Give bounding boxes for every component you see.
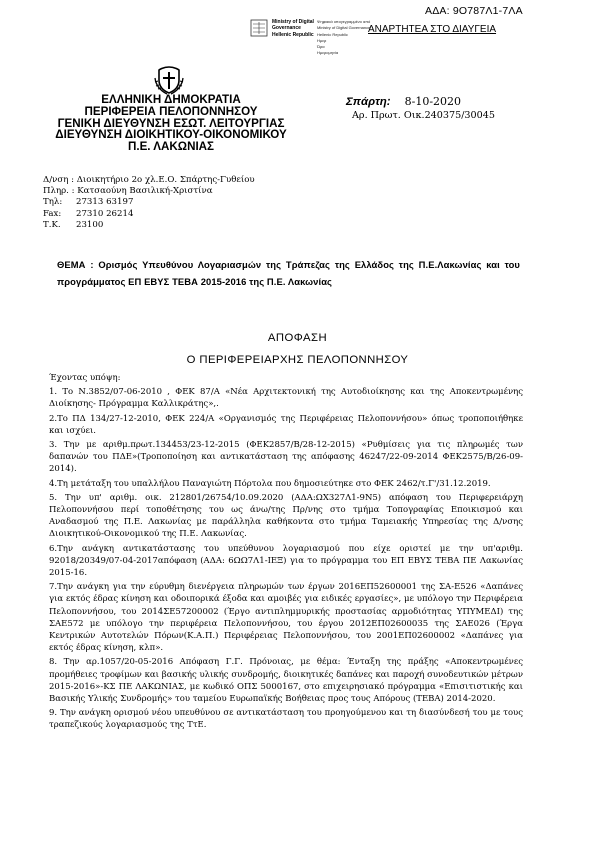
paragraph: Έχοντας υπόψη: [49,373,121,383]
paragraph: 1. Το Ν.3852/07-06-2010 , ΦΕΚ 87/Α «Νέα Αρχιτεκτονική της Αυτοδιοίκησης και της Αποκεντρωμένης Διοίκησης- Πρόγραμμα Καλλικράτης»,. [49,387,523,410]
contact-address: Δ/νση : Διοικητήριο 2ο χλ.Ε.Ο. Σπάρτης-Γυθείου [43,175,255,185]
tel-value: 27313 63197 [76,197,134,208]
paragraph: 9. Την ανάγκη ορισμού νέου υπευθύνου σε αντικατάσταση του προηγούμενου και τη διασύνδεσή του με τους τραπεζικούς λογαριασμούς της ΤτΕ. [49,708,523,731]
paragraph: 4.Τη μετάταξη του υπαλλήλου Παναγιώτη Πόρτολα που δημοσιεύτηκε στο ΦΕΚ 2462/τ.Γ'/31.12.2019. [49,478,491,489]
issuer-header [48,94,294,153]
ada-code: ΑΔΑ: 9Ο787Λ1-7ΛΑ [425,5,523,17]
header-line: Π.Ε. ΛΑΚΩΝΙΑΣ [127,140,215,154]
tk-label: Τ.Κ. [43,219,61,230]
contact-block [43,175,255,231]
protocol-number: Αρ. Πρωτ. Οικ.240375/30045 [352,110,495,121]
subject-line: ΘΕΜΑ : Ορισμός Υπευθύνου Λογαριασμών της Τράπεζας της Ελλάδος της Π.Ε.Λακωνίας και του προγράμματος ΕΠ ΕΒΥΣ ΤΕΒΑ 2015-2016 της Π.Ε. Λακωνίας [57,259,520,287]
document-body [49,372,523,734]
gov-stamp-signature: Ψηφιακά υπογεγραμμένο από Ministry of Digital Governance Hellenic Republic Ημερ Ώρα Ημερομηνία [317,19,371,56]
government-logo-icon [250,19,268,37]
paragraph: 7.Την ανάγκη για την εύρυθμη διενέργεια πληρωμών των έργων 2016ΕΠ52600001 της ΣΑ-Ε526 «Δαπάνες για εκτός έδρας κίνηση και οδοιπορικά έξοδα και αμοιβές για ειδικές εργασίες», με υπόλογο την Περιφέρεια Πελοποννήσου, του 2014ΣΕ57200002 (Έργο αντιπλημμυρικής προστασίας αρμοδιότητας ΥΠΥΜΕΔΙ) της ΣΑΕ572 με υπόλογο την περιφέρεια Πελοποννήσου, του έργου 2012ΕΠ02600035 της ΣΑΕ026 (Έργα Κεντρικών Αυτοτελών Πόρων(Κ.Α.Π.) Περιφέρειας Πελοποννήσου, του 2001ΕΠ02600002 «Δαπάνες για εκτός έδρας κίνηση, κλπ». [49,582,523,654]
header-line: ΠΕΡΙΦΕΡΕΙΑ ΠΕΛΟΠΟΝΝΗΣΟΥ [84,104,258,118]
header-line: ΕΛΛΗΝΙΚΗ ΔΗΜΟΚΡΑΤΙΑ [101,93,241,106]
fax-value: 27310 26214 [76,208,134,219]
header-line: ΓΕΝΙΚΗ ΔΙΕΥΘΥΝΣΗ ΕΣΩΤ. ΛΕΙΤΟΥΡΓΙΑΣ [57,116,285,130]
gov-stamp-text [272,19,314,38]
paragraph: 5. Την υπ' αριθμ. οικ. 212801/26754/10.09.2020 (ΑΔΑ:ΩΧ327Λ1-9Ν5) απόφαση του Περιφερειάρχη Πελοποννήσου περί τοποθέτησης του ως άνω/της Πρ/νης στο τμήμα Τοπογραφίας Εποικισμού και Αναδασμού της Π.Ε. Λακωνίας με παράλληλα καθήκοντα στο τμήμα Ταμειακής Υπηρεσίας της Δ/νσης Διοικητικού-Οικονομικού της Π.Ε. Λακωνίας. [49,492,523,540]
contact-info: Πληρ. : Κατσαούνη Βασιλική-Χριστίνα [43,186,213,197]
diavgeia-note: ΑΝΑΡΤΗΤΕΑ ΣΤΟ ΔΙΑΥΓΕΙΑ [368,24,497,35]
greek-emblem-icon [152,64,186,96]
paragraph: 8. Την αρ.1057/20-05-2016 Απόφαση Γ.Γ. Πρόνοιας, με θέμα: Ένταξη της πράξης «Αποκεντρωμένες προμήθειες τροφίμων και βασικής υλικής συνδρομής, διοικητικές δαπάνες και παροχή συνοδευτικών μέτρων 2015-2016»-ΚΣ ΠΕ ΛΑΚΩΝΙΑΣ, με κωδικό ΟΠΣ 5000167, στο επιχειρησιακό πρόγραμμα «Επισιτιστικής και Βασικής Υλικής Συνδρομής» του ταμείου Ευρωπαϊκής Βοήθειας προς τους Απόρους (ΤΕΒΑ) 2014-2020. [49,657,523,705]
tk-value: 23100 [76,219,104,230]
paragraph: 2.Το ΠΔ 134/27-12-2010, ΦΕΚ 224/Α «Οργανισμός της Περιφέρειας Πελοποννήσου» όπως τροποποιήθηκε και ισχύει. [49,413,523,436]
header-line: ΔΙΕΥΘΥΝΣΗ ΔΙΟΙΚΗΤΙΚΟΥ-ΟΙΚΟΝΟΜΙΚΟΥ [55,128,287,142]
gov-stamp-line: Hellenic Republic [272,31,314,38]
tel-label: Τηλ: [43,197,63,208]
place-label: Σπάρτη: [346,96,391,108]
paragraph: 6.Την ανάγκη αντικατάστασης του υπεύθυνου λογαριασμού που είχε οριστεί με την υπ'αριθμ. 92018/20349/07-04-2017απόφαση (ΑΔΑ: 6ΩΩ7Λ1-ΙΕΞ) για το πρόγραμμα του ΕΠ ΕΒΥΣ ΤΕΒΑ ΠΕ Λακωνίας 2015-16. [49,543,523,579]
paragraph: 3. Την με αριθμ.πρωτ.134453/23-12-2015 (ΦΕΚ2857/Β/28-12-2015) «Ρυθμίσεις για τις πληρωμές των δαπανών του ΠΔΕ»(Τροποποίηση και αντικατάσταση της απόφασης 46247/22-09-2014 ΦΕΚ2575/Β/26-09-2014). [49,440,523,475]
gov-stamp-line: Governance [272,25,301,32]
decision-title: ΑΠΟΦΑΣΗ [267,332,328,344]
place-date [346,95,461,108]
regional-governor-title: Ο ΠΕΡΙΦΕΡΕΙΑΡΧΗΣ ΠΕΛΟΠΟΝΝΗΣΟΥ [186,354,409,366]
gov-stamp-line: Ministry of Digital [272,19,314,25]
fax-label: Fax: [43,208,62,219]
document-date: 8-10-2020 [404,95,462,108]
